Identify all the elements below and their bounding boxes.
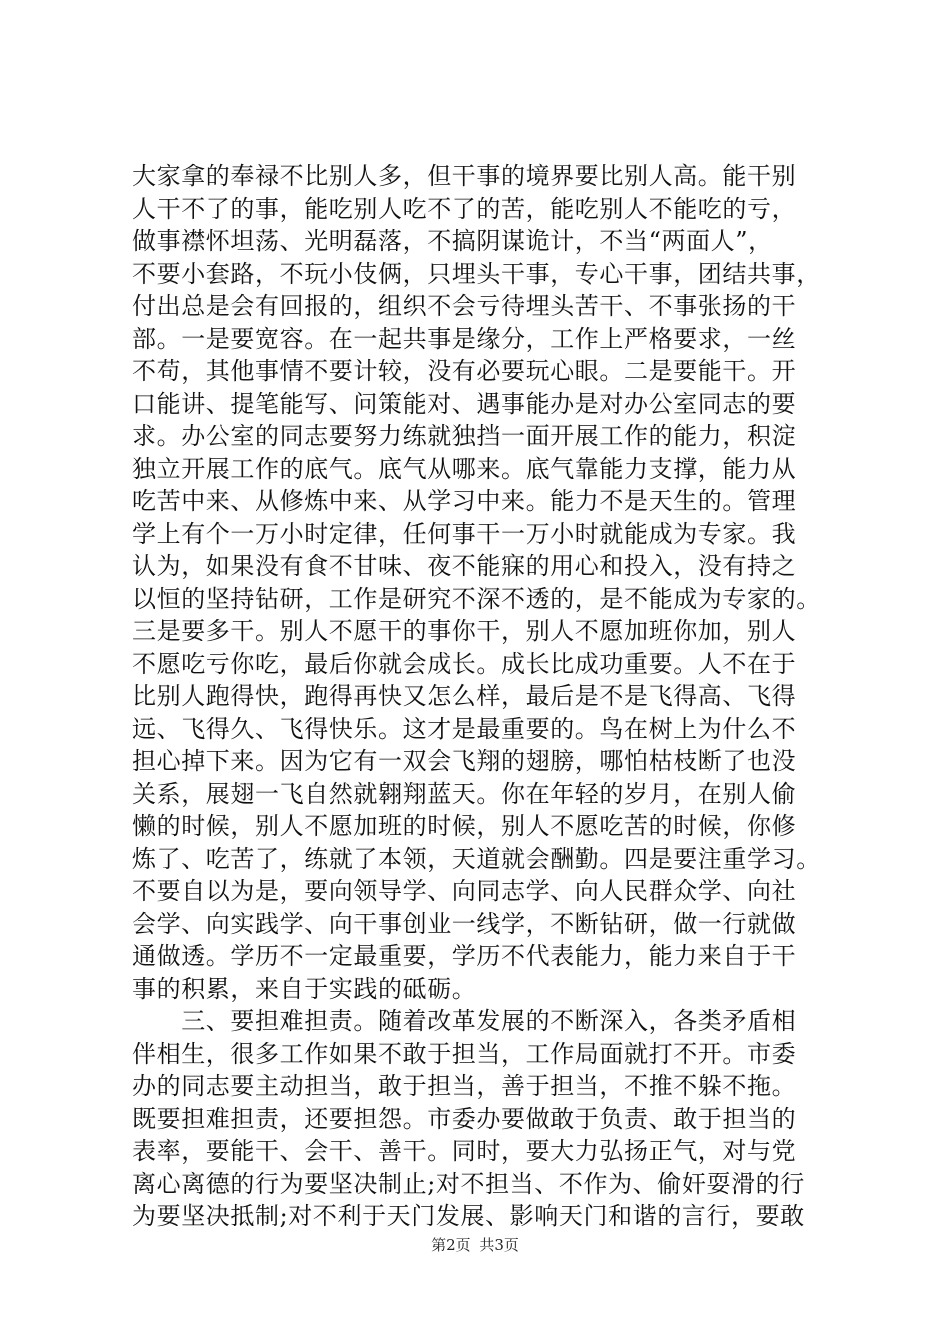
text-line: 伴相生，很多工作如果不敢于担当，工作局面就打不开。市委: [132, 1039, 797, 1068]
text-line: 担心掉下来。因为它有一双会飞翔的翅膀，哪怕枯枝断了也没: [132, 747, 797, 775]
text-line: 既要担难担责，还要担怨。市委办要做敢于负责、敢于担当的: [132, 1104, 797, 1133]
text-line: 不要自以为是，要向领导学、向同志学、向人民群众学、向社: [132, 877, 797, 905]
text-line: 认为，如果没有食不甘味、夜不能寐的用心和投入，没有持之: [132, 552, 797, 580]
text-line: 比别人跑得快，跑得再快又怎么样，最后是不是飞得高、飞得: [132, 682, 797, 710]
text-line: 炼了、吃苦了，练就了本领，天道就会酬勤。四是要注重学习。: [132, 844, 821, 873]
text-line: 部。一是要宽容。在一起共事是缘分，工作上严格要求，一丝: [132, 324, 797, 353]
text-line: 远、飞得久、飞得快乐。这才是最重要的。鸟在树上为什么不: [132, 714, 797, 743]
text-line: 三、要担难担责。随着改革发展的不断深入，各类矛盾相: [132, 1007, 797, 1035]
text-line: 三是要多干。别人不愿干的事你干，别人不愿加班你加，别人: [132, 617, 797, 645]
body-text: [132, 160, 832, 1233]
text-line: 不愿吃亏你吃，最后你就会成长。成长比成功重要。人不在于: [132, 649, 797, 678]
page-number: 第2页: [431, 1236, 471, 1254]
text-line: 办的同志要主动担当，敢于担当，善于担当，不推不躲不拖。: [132, 1072, 797, 1100]
text-line: 会学、向实践学、向干事创业一线学，不断钻研，做一行就做: [132, 909, 797, 938]
text-line: 为要坚决抵制;对不利于天门发展、影响天门和谐的言行，要敢: [132, 1202, 805, 1230]
text-line: 事的积累，来自于实践的砥砺。: [132, 974, 477, 1003]
text-line: 学上有个一万小时定律，任何事干一万小时就能成为专家。我: [132, 519, 797, 548]
text-line: 人干不了的事，能吃别人吃不了的苦，能吃别人不能吃的亏，: [132, 194, 797, 223]
text-line: 做事襟怀坦荡、光明磊落，不搞阴谋诡计，不当“两面人”，: [132, 227, 773, 255]
text-line: 大家拿的奉禄不比别人多，但干事的境界要比别人高。能干别: [132, 162, 797, 190]
text-line: 吃苦中来、从修炼中来、从学习中来。能力不是天生的。管理: [132, 487, 797, 515]
text-line: 独立开展工作的底气。底气从哪来。底气靠能力支撑，能力从: [132, 454, 797, 483]
text-line: 懒的时候，别人不愿加班的时候，别人不愿吃苦的时候，你修: [132, 812, 797, 840]
text-line: 通做透。学历不一定最重要，学历不代表能力，能力来自于干: [132, 942, 797, 970]
text-line: 以恒的坚持钻研，工作是研究不深不透的，是不能成为专家的。: [132, 584, 821, 613]
page-footer: [0, 1234, 950, 1255]
text-line: 求。办公室的同志要努力练就独挡一面开展工作的能力，积淀: [132, 422, 797, 450]
page-total: 共3页: [479, 1236, 519, 1254]
text-line: 不要小套路，不玩小伎俩，只埋头干事，专心干事，团结共事，: [132, 259, 821, 288]
text-line: 付出总是会有回报的，组织不会亏待埋头苦干、不事张扬的干: [132, 292, 797, 320]
text-line: 离心离德的行为要坚决制止;对不担当、不作为、偷奸耍滑的行: [132, 1169, 805, 1198]
text-line: 表率，要能干、会干、善干。同时，要大力弘扬正气，对与党: [132, 1137, 797, 1165]
text-line: 口能讲、提笔能写、问策能对、遇事能办是对办公室同志的要: [132, 389, 797, 418]
text-line: 关系，展翅一飞自然就翱翔蓝天。你在年轻的岁月，在别人偷: [132, 779, 797, 808]
text-line: 不苟，其他事情不要计较，没有必要玩心眼。二是要能干。开: [132, 357, 797, 385]
